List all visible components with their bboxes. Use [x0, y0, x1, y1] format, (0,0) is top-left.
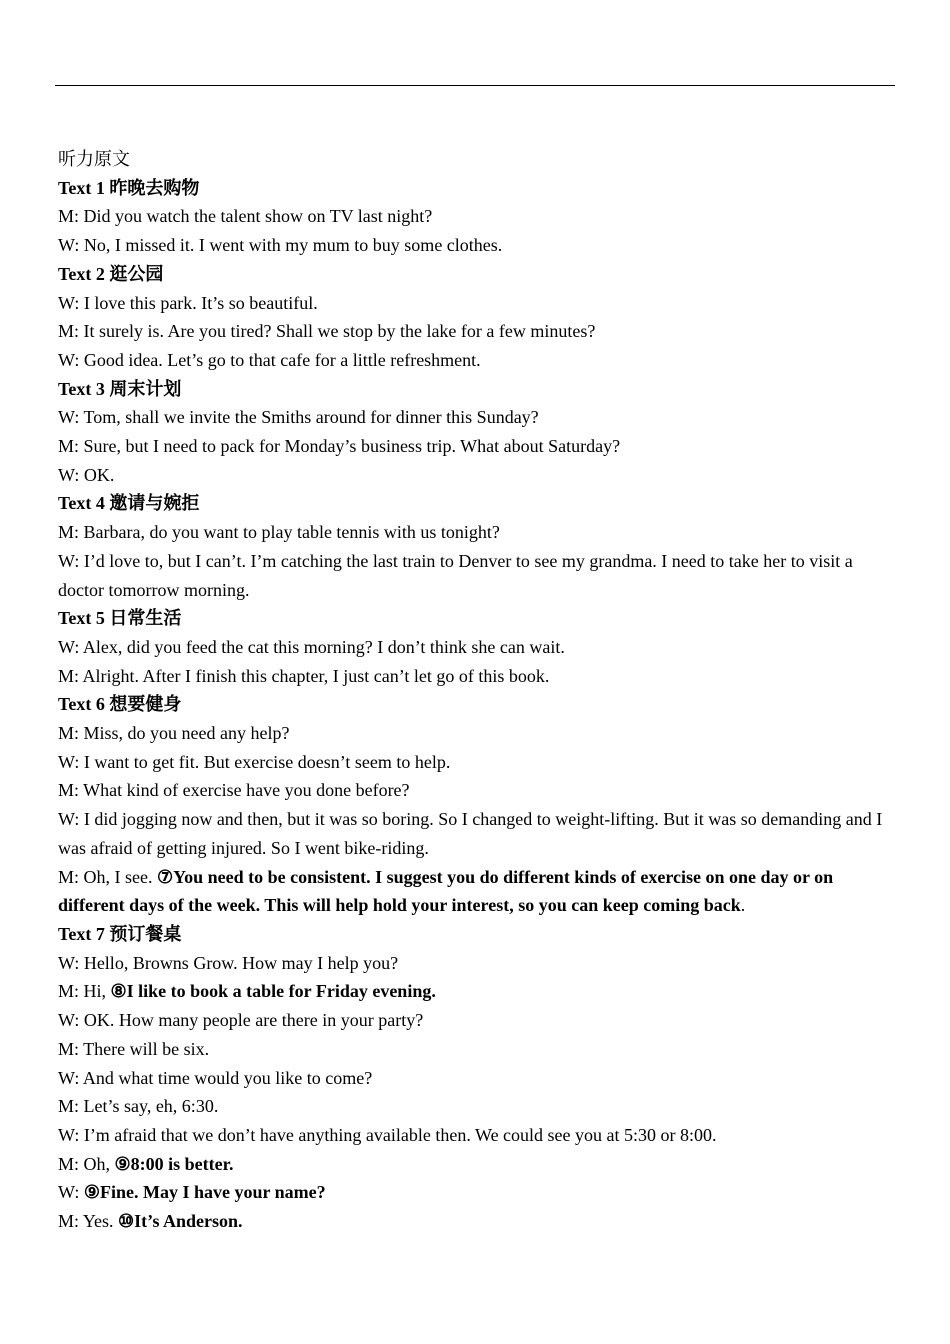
dialogue-text: M: Hi,	[58, 981, 111, 1002]
dialogue-line	[58, 776, 894, 805]
dialogue-text: M: Did you watch the talent show on TV last night?	[58, 206, 433, 227]
dialogue-text: W: I want to get fit. But exercise doesn’t seem to help.	[58, 751, 451, 772]
dialogue-text: M: Sure, but I need to pack for Monday’s business trip. What about Saturday?	[58, 436, 621, 457]
dialogue-line	[58, 289, 894, 318]
dialogue-line	[58, 1121, 894, 1150]
dialogue-line	[58, 748, 894, 777]
dialogue-line	[58, 317, 894, 346]
dialogue-text: W: OK.	[58, 464, 115, 485]
dialogue-text: M: What kind of exercise have you done before?	[58, 780, 410, 801]
answer-highlight: ⑨8:00 is better.	[114, 1153, 234, 1174]
dialogue-text: W: I’d love to, but I can’t. I’m catching the last train to Denver to see my grandma. I need to take her to visit a doctor tomorrow morning.	[58, 550, 853, 600]
dialogue-line	[58, 518, 894, 547]
section-heading: Text 1 昨晚去购物	[58, 177, 200, 198]
dialogue-text: M: Oh,	[58, 1153, 115, 1174]
header-rule	[55, 85, 895, 86]
section-heading: Text 3 周末计划	[58, 378, 182, 399]
document-title: 听力原文	[58, 149, 130, 169]
dialogue-text: W: And what time would you like to come?	[58, 1067, 373, 1088]
section-heading: Text 5 日常生活	[58, 608, 182, 629]
dialogue-line	[58, 1207, 894, 1236]
answer-highlight: ⑨Fine. May I have your name?	[83, 1182, 326, 1203]
dialogue-line	[58, 1035, 894, 1064]
dialogue-text: W: OK. How many people are there in your party?	[58, 1010, 424, 1031]
dialogue-line	[58, 432, 894, 461]
section-heading: Text 4 邀请与婉拒	[58, 493, 200, 514]
dialogue-text: M: Alright. After I finish this chapter, I just can’t let go of this book.	[58, 665, 550, 686]
dialogue-line	[58, 403, 894, 432]
document-body	[58, 145, 894, 1236]
section-heading: Text 6 想要健身	[58, 694, 182, 715]
dialogue-text: M: Barbara, do you want to play table tennis with us tonight?	[58, 522, 500, 543]
dialogue-text: W: Good idea. Let’s go to that cafe for a little refreshment.	[58, 349, 481, 370]
dialogue-line	[58, 346, 894, 375]
dialogue-text: W:	[58, 1182, 84, 1203]
dialogue-line	[58, 633, 894, 662]
dialogue-line	[58, 949, 894, 978]
dialogue-line	[58, 1092, 894, 1121]
dialogue-text: M: Miss, do you need any help?	[58, 723, 290, 744]
dialogue-line	[58, 1006, 894, 1035]
dialogue-text: W: No, I missed it. I went with my mum to buy some clothes.	[58, 235, 503, 256]
dialogue-line	[58, 202, 894, 231]
dialogue-text: W: I’m afraid that we don’t have anything available then. We could see you at 5:30 or 8:00.	[58, 1124, 717, 1145]
dialogue-text: M: It surely is. Are you tired? Shall we stop by the lake for a few minutes?	[58, 321, 596, 342]
dialogue-line	[58, 1150, 894, 1179]
answer-highlight: ⑦You need to be consistent. I suggest you do different kinds of exercise on one day or on different days of the week. This will help hold your interest, so you can keep coming back	[58, 866, 834, 916]
answer-highlight: ⑧I like to book a table for Friday evening.	[110, 981, 436, 1002]
dialogue-line	[58, 547, 894, 604]
dialogue-text: W: Alex, did you feed the cat this morning? I don’t think she can wait.	[58, 636, 565, 657]
dialogue-text: W: Hello, Browns Grow. How may I help you?	[58, 952, 399, 973]
section-heading: Text 2 逛公园	[58, 263, 164, 284]
dialogue-text: W: Tom, shall we invite the Smiths around for dinner this Sunday?	[58, 407, 539, 428]
dialogue-line	[58, 863, 894, 920]
dialogue-line	[58, 719, 894, 748]
dialogue-text: M: Yes.	[58, 1211, 119, 1232]
dialogue-line	[58, 662, 894, 691]
dialogue-text: .	[740, 895, 746, 916]
dialogue-text: M: Oh, I see.	[58, 866, 157, 887]
dialogue-text: M: Let’s say, eh, 6:30.	[58, 1096, 219, 1117]
answer-highlight: ⑩It’s Anderson.	[118, 1211, 243, 1232]
dialogue-line	[58, 1064, 894, 1093]
dialogue-line	[58, 461, 894, 490]
dialogue-line	[58, 1178, 894, 1207]
dialogue-text: W: I did jogging now and then, but it was so boring. So I changed to weight-lifting. But it was so demanding and I was afraid of getting injured. So I went bike-riding.	[58, 809, 883, 858]
dialogue-line	[58, 805, 894, 862]
dialogue-line	[58, 977, 894, 1006]
section-heading: Text 7 预订餐桌	[58, 923, 182, 944]
dialogue-line	[58, 231, 894, 260]
dialogue-text: W: I love this park. It’s so beautiful.	[58, 292, 318, 313]
dialogue-text: M: There will be six.	[58, 1038, 210, 1059]
